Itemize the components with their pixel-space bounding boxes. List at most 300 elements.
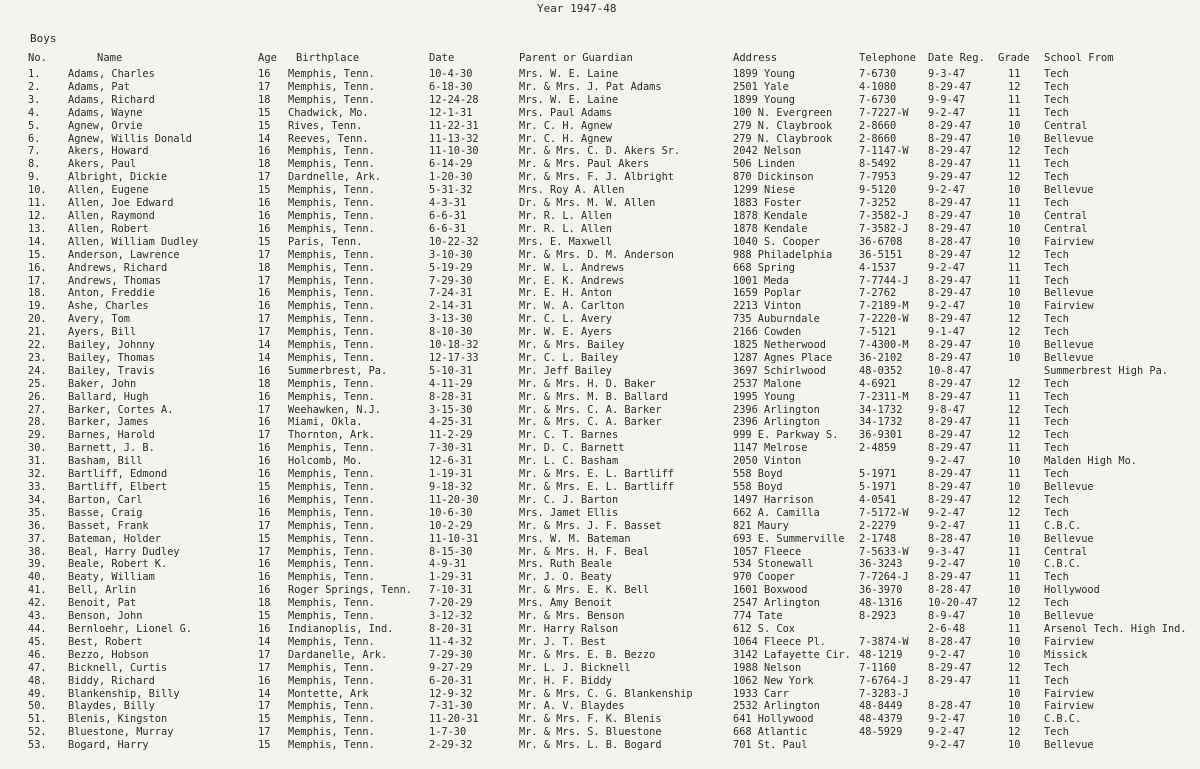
address-cell: 279 N. Claybrook [733, 119, 833, 132]
row-number-cell: 9. [28, 171, 41, 184]
age-cell: 15 [258, 532, 271, 545]
parent-guardian-cell: Mr. & Mrs. J. Pat Adams [519, 80, 662, 93]
school-from-cell: Tech [1044, 158, 1069, 171]
school-from-cell: Tech [1044, 261, 1069, 274]
telephone-cell: 2-1748 [859, 532, 897, 545]
table-row [0, 249, 1200, 262]
school-from-cell: Fairview [1044, 700, 1094, 713]
row-number-cell: 3. [28, 93, 41, 106]
row-number-cell: 46. [28, 648, 47, 661]
address-cell: 662 A. Camilla [733, 506, 820, 519]
address-cell: 2547 Arlington [733, 597, 820, 610]
row-number-cell: 22. [28, 339, 47, 352]
row-number-cell: 28. [28, 416, 47, 429]
grade-cell: 11 [1008, 390, 1021, 403]
student-name-cell: Avery, Tom [68, 313, 130, 326]
age-cell: 17 [258, 700, 271, 713]
row-number-cell: 23. [28, 351, 47, 364]
row-number-cell: 16. [28, 261, 47, 274]
birthplace-cell: Memphis, Tenn. [288, 597, 375, 610]
parent-guardian-cell: Mr. & Mrs. E. B. Bezzo [519, 648, 656, 661]
student-name-cell: Adams, Richard [68, 93, 155, 106]
row-number-cell: 42. [28, 597, 47, 610]
table-row [0, 197, 1200, 210]
student-name-cell: Basse, Craig [68, 506, 143, 519]
table-row [0, 262, 1200, 275]
table-row [0, 739, 1200, 752]
age-cell: 16 [258, 416, 271, 429]
telephone-cell: 36-5151 [859, 248, 903, 261]
address-cell: 534 Stonewall [733, 558, 814, 571]
grade-cell: 10 [1008, 209, 1021, 222]
row-number-cell: 27. [28, 403, 47, 416]
grade-cell: 12 [1008, 377, 1021, 390]
birthplace-cell: Memphis, Tenn. [288, 481, 375, 493]
row-number-cell: 6. [28, 132, 41, 145]
date-registered-cell: 9-2-47 [928, 726, 966, 739]
birth-date-cell: 8-10-30 [429, 326, 473, 339]
header-telephone: Telephone [859, 52, 916, 64]
birth-date-cell: 11-10-30 [429, 145, 479, 158]
header-birthplace: Birthplace [296, 52, 360, 64]
date-registered-cell: 9-2-47 [928, 455, 966, 468]
address-cell: 1995 Young [733, 390, 795, 403]
row-number-cell: 25. [28, 377, 47, 390]
grade-cell: 10 [1008, 300, 1021, 313]
table-row [0, 533, 1200, 546]
student-name-cell: Bogard, Harry [68, 739, 149, 752]
table-row [0, 145, 1200, 158]
table-row [0, 391, 1200, 404]
address-cell: 2501 Yale [733, 80, 789, 93]
telephone-cell: 2-2279 [859, 519, 897, 532]
parent-guardian-cell: Mr. H. F. Biddy [519, 674, 612, 687]
age-cell: 16 [258, 364, 271, 377]
age-cell: 16 [258, 622, 271, 635]
table-row [0, 184, 1200, 197]
student-name-cell: Bailey, Johnny [68, 339, 155, 352]
student-name-cell: Baker, John [68, 377, 137, 390]
school-from-cell: Tech [1044, 274, 1069, 287]
student-name-cell: Benoit, Pat [68, 597, 137, 610]
birthplace-cell: Memphis, Tenn. [288, 558, 375, 571]
birth-date-cell: 12-24-28 [429, 93, 479, 106]
date-registered-cell: 8-29-47 [928, 209, 972, 222]
age-cell: 16 [258, 209, 271, 222]
birthplace-cell: Memphis, Tenn. [288, 274, 375, 287]
date-registered-cell: 8-29-47 [928, 468, 972, 481]
parent-guardian-cell: Mrs. E. Maxwell [519, 235, 612, 248]
birth-date-cell: 10-18-32 [429, 339, 479, 352]
grade-cell: 10 [1008, 119, 1021, 132]
school-from-cell: Fairview [1044, 235, 1094, 248]
school-from-cell: C.B.C. [1044, 519, 1082, 532]
birthplace-cell: Memphis, Tenn. [288, 287, 375, 300]
age-cell: 17 [258, 403, 271, 416]
age-cell: 14 [258, 132, 271, 145]
student-name-cell: Andrews, Richard [68, 261, 168, 274]
school-from-cell: Tech [1044, 313, 1069, 326]
school-from-cell: Tech [1044, 661, 1069, 674]
date-registered-cell: 8-29-47 [928, 674, 972, 687]
address-cell: 1057 Fleece [733, 545, 802, 558]
age-cell: 14 [258, 351, 271, 364]
row-number-cell: 37. [28, 532, 47, 545]
table-row [0, 558, 1200, 571]
row-number-cell: 39. [28, 558, 47, 571]
telephone-cell: 34-1732 [859, 403, 903, 416]
grade-cell: 12 [1008, 313, 1021, 326]
table-row [0, 416, 1200, 429]
age-cell: 16 [258, 468, 271, 481]
student-name-cell: Bell, Arlin [68, 584, 137, 597]
date-registered-cell: 8-29-47 [928, 377, 972, 390]
grade-cell: 10 [1008, 351, 1021, 364]
table-row [0, 94, 1200, 107]
student-name-cell: Barnes, Harold [68, 429, 155, 442]
student-table [0, 68, 1200, 752]
age-cell: 15 [258, 713, 271, 726]
student-name-cell: Barker, Cortes A. [68, 403, 174, 416]
date-registered-cell: 8-28-47 [928, 635, 972, 648]
address-cell: 2537 Malone [733, 377, 802, 390]
address-cell: 735 Auburndale [733, 313, 820, 326]
school-from-cell: Tech [1044, 403, 1069, 416]
row-number-cell: 47. [28, 661, 47, 674]
grade-cell: 10 [1008, 481, 1021, 493]
telephone-cell: 7-5172-W [859, 506, 909, 519]
date-registered-cell: 8-29-47 [928, 274, 972, 287]
address-cell: 774 Tate [733, 610, 783, 623]
birthplace-cell: Memphis, Tenn. [288, 377, 375, 390]
birth-date-cell: 11-20-30 [429, 493, 479, 506]
row-number-cell: 21. [28, 326, 47, 339]
birthplace-cell: Rives, Tenn. [288, 119, 363, 132]
telephone-cell: 36-3243 [859, 558, 903, 571]
table-row [0, 468, 1200, 481]
date-registered-cell: 9-2-47 [928, 713, 966, 726]
birthplace-cell: Paris, Tenn. [288, 235, 363, 248]
grade-cell: 10 [1008, 287, 1021, 300]
table-row [0, 275, 1200, 288]
grade-cell: 10 [1008, 739, 1021, 752]
address-cell: 558 Boyd [733, 481, 783, 493]
school-from-cell: Bellevue [1044, 132, 1094, 145]
table-row [0, 236, 1200, 249]
parent-guardian-cell: Mr. & Mrs. D. M. Anderson [519, 248, 674, 261]
student-name-cell: Ballard, Hugh [68, 390, 149, 403]
grade-cell: 12 [1008, 493, 1021, 506]
school-from-cell: C.B.C. [1044, 713, 1082, 726]
table-row [0, 68, 1200, 81]
birth-date-cell: 3-15-30 [429, 403, 473, 416]
date-registered-cell: 8-29-47 [928, 339, 972, 352]
address-cell: 870 Dickinson [733, 171, 814, 184]
table-row [0, 546, 1200, 559]
row-number-cell: 45. [28, 635, 47, 648]
birth-date-cell: 8-20-31 [429, 622, 473, 635]
age-cell: 16 [258, 571, 271, 584]
date-registered-cell: 8-29-47 [928, 222, 972, 235]
address-cell: 1299 Niese [733, 184, 795, 197]
birth-date-cell: 11-20-31 [429, 713, 479, 726]
grade-cell: 11 [1008, 197, 1021, 210]
student-name-cell: Ashe, Charles [68, 300, 149, 313]
school-from-cell: Missick [1044, 648, 1088, 661]
parent-guardian-cell: Mr. & Mrs. F. K. Blenis [519, 713, 662, 726]
row-number-cell: 20. [28, 313, 47, 326]
parent-guardian-cell: Mr. W. E. Ayers [519, 326, 612, 339]
year-title: Year 1947-48 [537, 2, 617, 15]
parent-guardian-cell: Mr. C. L. Avery [519, 313, 612, 326]
date-registered-cell: 8-29-47 [928, 493, 972, 506]
table-row [0, 726, 1200, 739]
school-from-cell: Central [1044, 545, 1088, 558]
table-row [0, 404, 1200, 417]
table-row [0, 81, 1200, 94]
parent-guardian-cell: Mr. E. K. Andrews [519, 274, 625, 287]
grade-cell: 10 [1008, 235, 1021, 248]
address-cell: 1988 Nelson [733, 661, 802, 674]
parent-guardian-cell: Mr. C. L. Bailey [519, 351, 619, 364]
school-from-cell: Tech [1044, 106, 1069, 119]
birthplace-cell: Memphis, Tenn. [288, 519, 375, 532]
address-cell: 3697 Schirlwood [733, 364, 826, 377]
telephone-cell: 7-7953 [859, 171, 897, 184]
grade-cell: 10 [1008, 558, 1021, 571]
student-name-cell: Biddy, Richard [68, 674, 155, 687]
student-name-cell: Bartliff, Edmond [68, 468, 168, 481]
birth-date-cell: 12-9-32 [429, 687, 473, 700]
student-name-cell: Bicknell, Curtis [68, 661, 168, 674]
student-name-cell: Benson, John [68, 610, 143, 623]
student-name-cell: Allen, Raymond [68, 209, 155, 222]
student-name-cell: Blaydes, Billy [68, 700, 155, 713]
telephone-cell: 48-1219 [859, 648, 903, 661]
grade-cell: 10 [1008, 610, 1021, 623]
date-registered-cell: 9-2-47 [928, 506, 966, 519]
age-cell: 15 [258, 481, 271, 493]
birth-date-cell: 11-22-31 [429, 119, 479, 132]
date-registered-cell: 8-9-47 [928, 610, 966, 623]
table-row [0, 507, 1200, 520]
student-name-cell: Basham, Bill [68, 455, 143, 468]
row-number-cell: 10. [28, 184, 47, 197]
date-registered-cell: 9-2-47 [928, 300, 966, 313]
row-number-cell: 12. [28, 209, 47, 222]
telephone-cell: 7-6764-J [859, 674, 909, 687]
age-cell: 17 [258, 519, 271, 532]
birth-date-cell: 1-20-30 [429, 171, 473, 184]
school-from-cell: Bellevue [1044, 351, 1094, 364]
grade-cell: 10 [1008, 532, 1021, 545]
date-registered-cell: 8-29-47 [928, 197, 972, 210]
student-name-cell: Bailey, Travis [68, 364, 155, 377]
header-date: Date [429, 52, 455, 64]
birth-date-cell: 10-6-30 [429, 506, 473, 519]
parent-guardian-cell: Mr. & Mrs. L. B. Bogard [519, 739, 662, 752]
student-name-cell: Bateman, Holder [68, 532, 161, 545]
date-registered-cell: 9-2-47 [928, 106, 966, 119]
grade-cell: 12 [1008, 326, 1021, 339]
row-number-cell: 8. [28, 158, 41, 171]
birth-date-cell: 6-6-31 [429, 222, 467, 235]
school-from-cell: Tech [1044, 377, 1069, 390]
parent-guardian-cell: Mr. & Mrs. C. G. Blankenship [519, 687, 693, 700]
address-cell: 1878 Kendale [733, 209, 808, 222]
address-cell: 506 Linden [733, 158, 795, 171]
age-cell: 14 [258, 687, 271, 700]
school-from-cell: Fairview [1044, 300, 1094, 313]
row-number-cell: 34. [28, 493, 47, 506]
school-from-cell: Tech [1044, 197, 1069, 210]
age-cell: 15 [258, 235, 271, 248]
telephone-cell: 7-2311-M [859, 390, 909, 403]
birth-date-cell: 10-22-32 [429, 235, 479, 248]
student-name-cell: Barker, James [68, 416, 149, 429]
row-number-cell: 30. [28, 442, 47, 455]
parent-guardian-cell: Mr. C. J. Barton [519, 493, 619, 506]
birthplace-cell: Memphis, Tenn. [288, 468, 375, 481]
address-cell: 2396 Arlington [733, 416, 820, 429]
student-name-cell: Allen, Eugene [68, 184, 149, 197]
grade-cell: 12 [1008, 726, 1021, 739]
age-cell: 16 [258, 506, 271, 519]
school-from-cell: Tech [1044, 93, 1069, 106]
parent-guardian-cell: Mrs. Amy Benoit [519, 597, 612, 610]
school-from-cell: Tech [1044, 171, 1069, 184]
grade-cell: 10 [1008, 584, 1021, 597]
grade-cell: 11 [1008, 468, 1021, 481]
age-cell: 15 [258, 610, 271, 623]
grade-cell: 10 [1008, 184, 1021, 197]
age-cell: 17 [258, 429, 271, 442]
birth-date-cell: 6-14-29 [429, 158, 473, 171]
date-registered-cell: 10-8-47 [928, 364, 972, 377]
birth-date-cell: 7-29-30 [429, 648, 473, 661]
table-row [0, 223, 1200, 236]
row-number-cell: 48. [28, 674, 47, 687]
row-number-cell: 14. [28, 235, 47, 248]
row-number-cell: 2. [28, 80, 41, 93]
address-cell: 558 Boyd [733, 468, 783, 481]
date-registered-cell: 8-29-47 [928, 158, 972, 171]
telephone-cell: 34-1732 [859, 416, 903, 429]
age-cell: 14 [258, 635, 271, 648]
birth-date-cell: 10-2-29 [429, 519, 473, 532]
birthplace-cell: Memphis, Tenn. [288, 339, 375, 352]
age-cell: 16 [258, 455, 271, 468]
parent-guardian-cell: Mr. W. A. Carlton [519, 300, 625, 313]
age-cell: 17 [258, 648, 271, 661]
table-row [0, 133, 1200, 146]
date-registered-cell: 8-29-47 [928, 416, 972, 429]
row-number-cell: 52. [28, 726, 47, 739]
parent-guardian-cell: Mr. E. H. Anton [519, 287, 612, 300]
telephone-cell: 5-1971 [859, 468, 897, 481]
address-cell: 821 Maury [733, 519, 789, 532]
date-registered-cell: 8-29-47 [928, 145, 972, 158]
row-number-cell: 1. [28, 68, 41, 80]
school-from-cell: Bellevue [1044, 481, 1094, 493]
header-age: Age [258, 52, 277, 64]
student-name-cell: Barnett, J. B. [68, 442, 155, 455]
birth-date-cell: 6-18-30 [429, 80, 473, 93]
date-registered-cell: 8-29-47 [928, 80, 972, 93]
school-from-cell: Tech [1044, 674, 1069, 687]
address-cell: 1147 Melrose [733, 442, 808, 455]
birthplace-cell: Memphis, Tenn. [288, 610, 375, 623]
birthplace-cell: Memphis, Tenn. [288, 313, 375, 326]
table-row [0, 571, 1200, 584]
birthplace-cell: Montette, Ark [288, 687, 369, 700]
address-cell: 693 E. Summerville [733, 532, 845, 545]
address-cell: 1497 Harrison [733, 493, 814, 506]
address-cell: 1899 Young [733, 93, 795, 106]
school-from-cell: Tech [1044, 68, 1069, 80]
school-from-cell: Tech [1044, 493, 1069, 506]
student-name-cell: Allen, Robert [68, 222, 149, 235]
birth-date-cell: 11-13-32 [429, 132, 479, 145]
birthplace-cell: Memphis, Tenn. [288, 184, 375, 197]
date-registered-cell: 8-29-47 [928, 429, 972, 442]
school-from-cell: Bellevue [1044, 339, 1094, 352]
birthplace-cell: Memphis, Tenn. [288, 326, 375, 339]
parent-guardian-cell: Mrs. Roy A. Allen [519, 184, 625, 197]
parent-guardian-cell: Mr. C. H. Agnew [519, 132, 612, 145]
parent-guardian-cell: Dr. & Mrs. M. W. Allen [519, 197, 656, 210]
telephone-cell: 7-1160 [859, 661, 897, 674]
telephone-cell: 7-3582-J [859, 209, 909, 222]
row-number-cell: 33. [28, 481, 47, 493]
student-name-cell: Bailey, Thomas [68, 351, 155, 364]
address-cell: 2213 Vinton [733, 300, 802, 313]
telephone-cell: 4-0541 [859, 493, 897, 506]
parent-guardian-cell: Mr. Jeff Bailey [519, 364, 612, 377]
address-cell: 1287 Agnes Place [733, 351, 833, 364]
birth-date-cell: 10-4-30 [429, 68, 473, 80]
telephone-cell: 4-6921 [859, 377, 897, 390]
header-school-from: School From [1044, 52, 1114, 64]
birthplace-cell: Holcomb, Mo. [288, 455, 363, 468]
student-name-cell: Andrews, Thomas [68, 274, 161, 287]
address-cell: 3142 Lafayette Cir. [733, 648, 851, 661]
telephone-cell: 7-3874-W [859, 635, 909, 648]
birthplace-cell: Memphis, Tenn. [288, 739, 375, 752]
parent-guardian-cell: Mrs. Ruth Beale [519, 558, 612, 571]
row-number-cell: 36. [28, 519, 47, 532]
telephone-cell: 7-2762 [859, 287, 897, 300]
age-cell: 17 [258, 80, 271, 93]
date-registered-cell: 8-29-47 [928, 351, 972, 364]
grade-cell: 10 [1008, 339, 1021, 352]
birth-date-cell: 7-10-31 [429, 584, 473, 597]
parent-guardian-cell: Mrs. W. E. Laine [519, 93, 619, 106]
school-from-cell: Bellevue [1044, 610, 1094, 623]
parent-guardian-cell: Mr. L. J. Bicknell [519, 661, 631, 674]
student-name-cell: Albright, Dickie [68, 171, 168, 184]
birthplace-cell: Memphis, Tenn. [288, 197, 375, 210]
table-row [0, 287, 1200, 300]
table-row [0, 365, 1200, 378]
row-number-cell: 5. [28, 119, 41, 132]
table-row [0, 171, 1200, 184]
age-cell: 16 [258, 390, 271, 403]
parent-guardian-cell: Mr. Harry Ralson [519, 622, 619, 635]
row-number-cell: 15. [28, 248, 47, 261]
table-row [0, 494, 1200, 507]
date-registered-cell: 8-28-47 [928, 532, 972, 545]
